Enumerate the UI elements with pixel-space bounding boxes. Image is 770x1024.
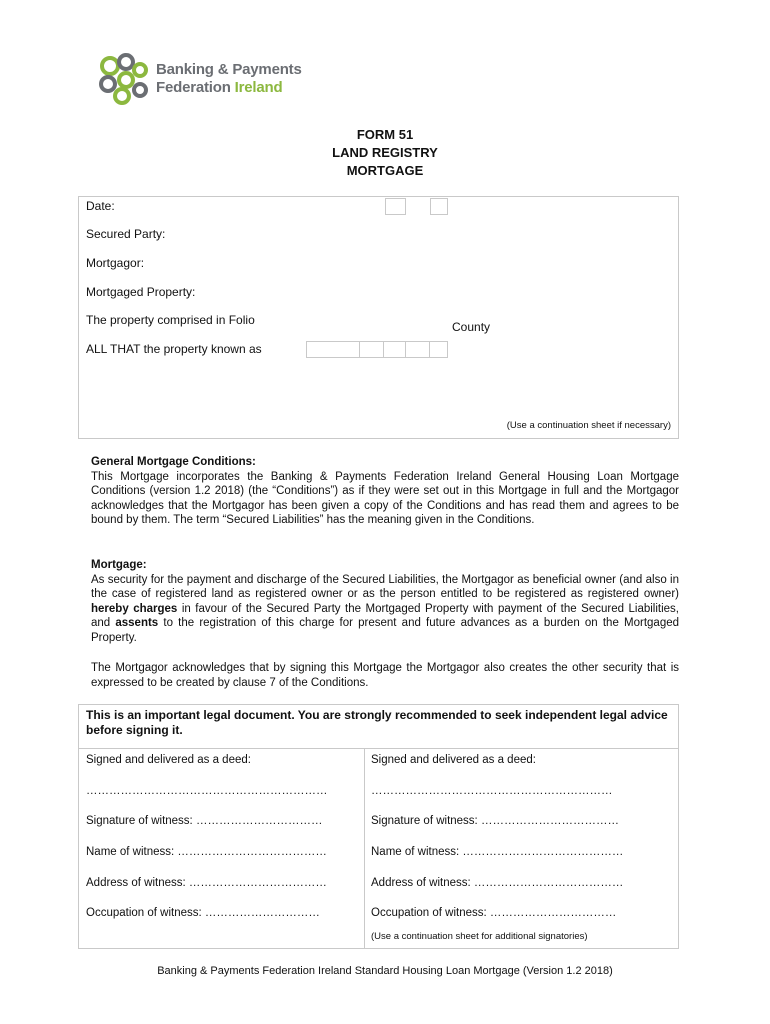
mortgage-heading: Mortgage: [91, 559, 147, 571]
form-title-line1: FORM 51 [356, 127, 414, 142]
right-witness-address[interactable]: Address of witness: ………………………………… [371, 877, 624, 889]
right-signed-label: Signed and delivered as a deed: [371, 754, 536, 766]
mortgage-text: As security for the payment and discharge of the Secured Liabilities, the Mortgagor as beneficial owner (and also in the case of registered land as registered owner or as the person entitled to be registered as registered owner) hereby charges in favour of the Secured Party the Mortgaged Property with payment of the Secured Liabilities, and assents to the registration of this charge for present and future advances as a burden on the Mortgaged Property. [91, 573, 680, 644]
secured-party-label: Secured Party: [86, 227, 166, 241]
logo-text-ireland: Ireland [234, 79, 283, 96]
known-as-label: ALL THAT the property known as [86, 342, 262, 356]
hereby-charges-text: hereby charges [91, 602, 178, 615]
page-footer: Banking & Payments Federation Ireland Standard Housing Loan Mortgage (Version 1.2 2018) [157, 965, 613, 977]
right-witness-signature[interactable]: Signature of witness: ……………………………… [371, 815, 619, 827]
additional-signatories-note: (Use a continuation sheet for additional signatories) [371, 931, 588, 942]
date-field-1[interactable] [385, 198, 406, 215]
mortgage-section [91, 558, 679, 646]
mortgagor-label: Mortgagor: [86, 256, 145, 270]
acknowledgement-text: The Mortgagor acknowledges that by signing this Mortgage the Mortgagor also creates the other security that is expressed to be created by clause 7 of the Conditions. [91, 662, 679, 689]
legal-warning-text: This is an important legal document. You are strongly recommended to seek independent legal advice before signing it. [86, 708, 668, 737]
left-witness-occupation[interactable]: Occupation of witness: ………………………… [86, 907, 320, 919]
date-field-2[interactable] [430, 198, 448, 215]
known-as-field-2[interactable] [359, 341, 384, 358]
county-label: County [452, 320, 491, 334]
conditions-text: This Mortgage incorporates the Banking & Payments Federation Ireland General Housing Loan Mortgage Conditions (version 1.2 2018) (the “Conditions”) as if they were set out in this Mortgage in full and the Mortgagor acknowledges that the Mortgagor has been given a copy of the Conditions and has read them and agrees to be bound by them. The term “Secured Liabilities” has the meaning given in the Conditions. [91, 470, 679, 527]
known-as-field-1[interactable] [306, 341, 360, 358]
right-witness-name[interactable]: Name of witness: …………………………………… [371, 846, 624, 858]
conditions-section [91, 455, 679, 528]
bpfi-logo [96, 52, 326, 106]
signature-column-divider [364, 749, 365, 949]
logo-text-line2 [156, 79, 282, 96]
folio-label: The property comprised in Folio [86, 313, 255, 327]
assents-text: assents [115, 617, 159, 630]
known-as-field-5[interactable] [429, 341, 448, 358]
form-title-line3: MORTGAGE [346, 163, 424, 178]
legal-warning-row [79, 705, 678, 749]
right-signature-line[interactable]: ……………………………………………………… [371, 785, 613, 797]
right-witness-occupation[interactable]: Occupation of witness: …………………………… [371, 907, 617, 919]
left-witness-signature[interactable]: Signature of witness: …………………………… [86, 815, 323, 827]
bpfi-logo-icon [96, 52, 152, 106]
form-title-line2: LAND REGISTRY [332, 145, 438, 160]
logo-text-line1: Banking & Payments [156, 61, 302, 78]
left-witness-name[interactable]: Name of witness: ………………………………… [86, 846, 327, 858]
mortgaged-property-label: Mortgaged Property: [86, 285, 196, 299]
left-signature-line[interactable]: ……………………………………………………… [86, 785, 328, 797]
conditions-heading: General Mortgage Conditions: [91, 456, 256, 468]
known-as-field-4[interactable] [405, 341, 430, 358]
logo-text-federation: Federation [156, 79, 235, 96]
continuation-note: (Use a continuation sheet if necessary) [506, 420, 671, 431]
mortgage-details-box [78, 196, 679, 439]
date-label: Date: [86, 199, 115, 213]
left-signed-label: Signed and delivered as a deed: [86, 754, 251, 766]
left-witness-address[interactable]: Address of witness: ……………………………… [86, 877, 327, 889]
signature-box [78, 704, 679, 949]
known-as-field-3[interactable] [383, 341, 406, 358]
